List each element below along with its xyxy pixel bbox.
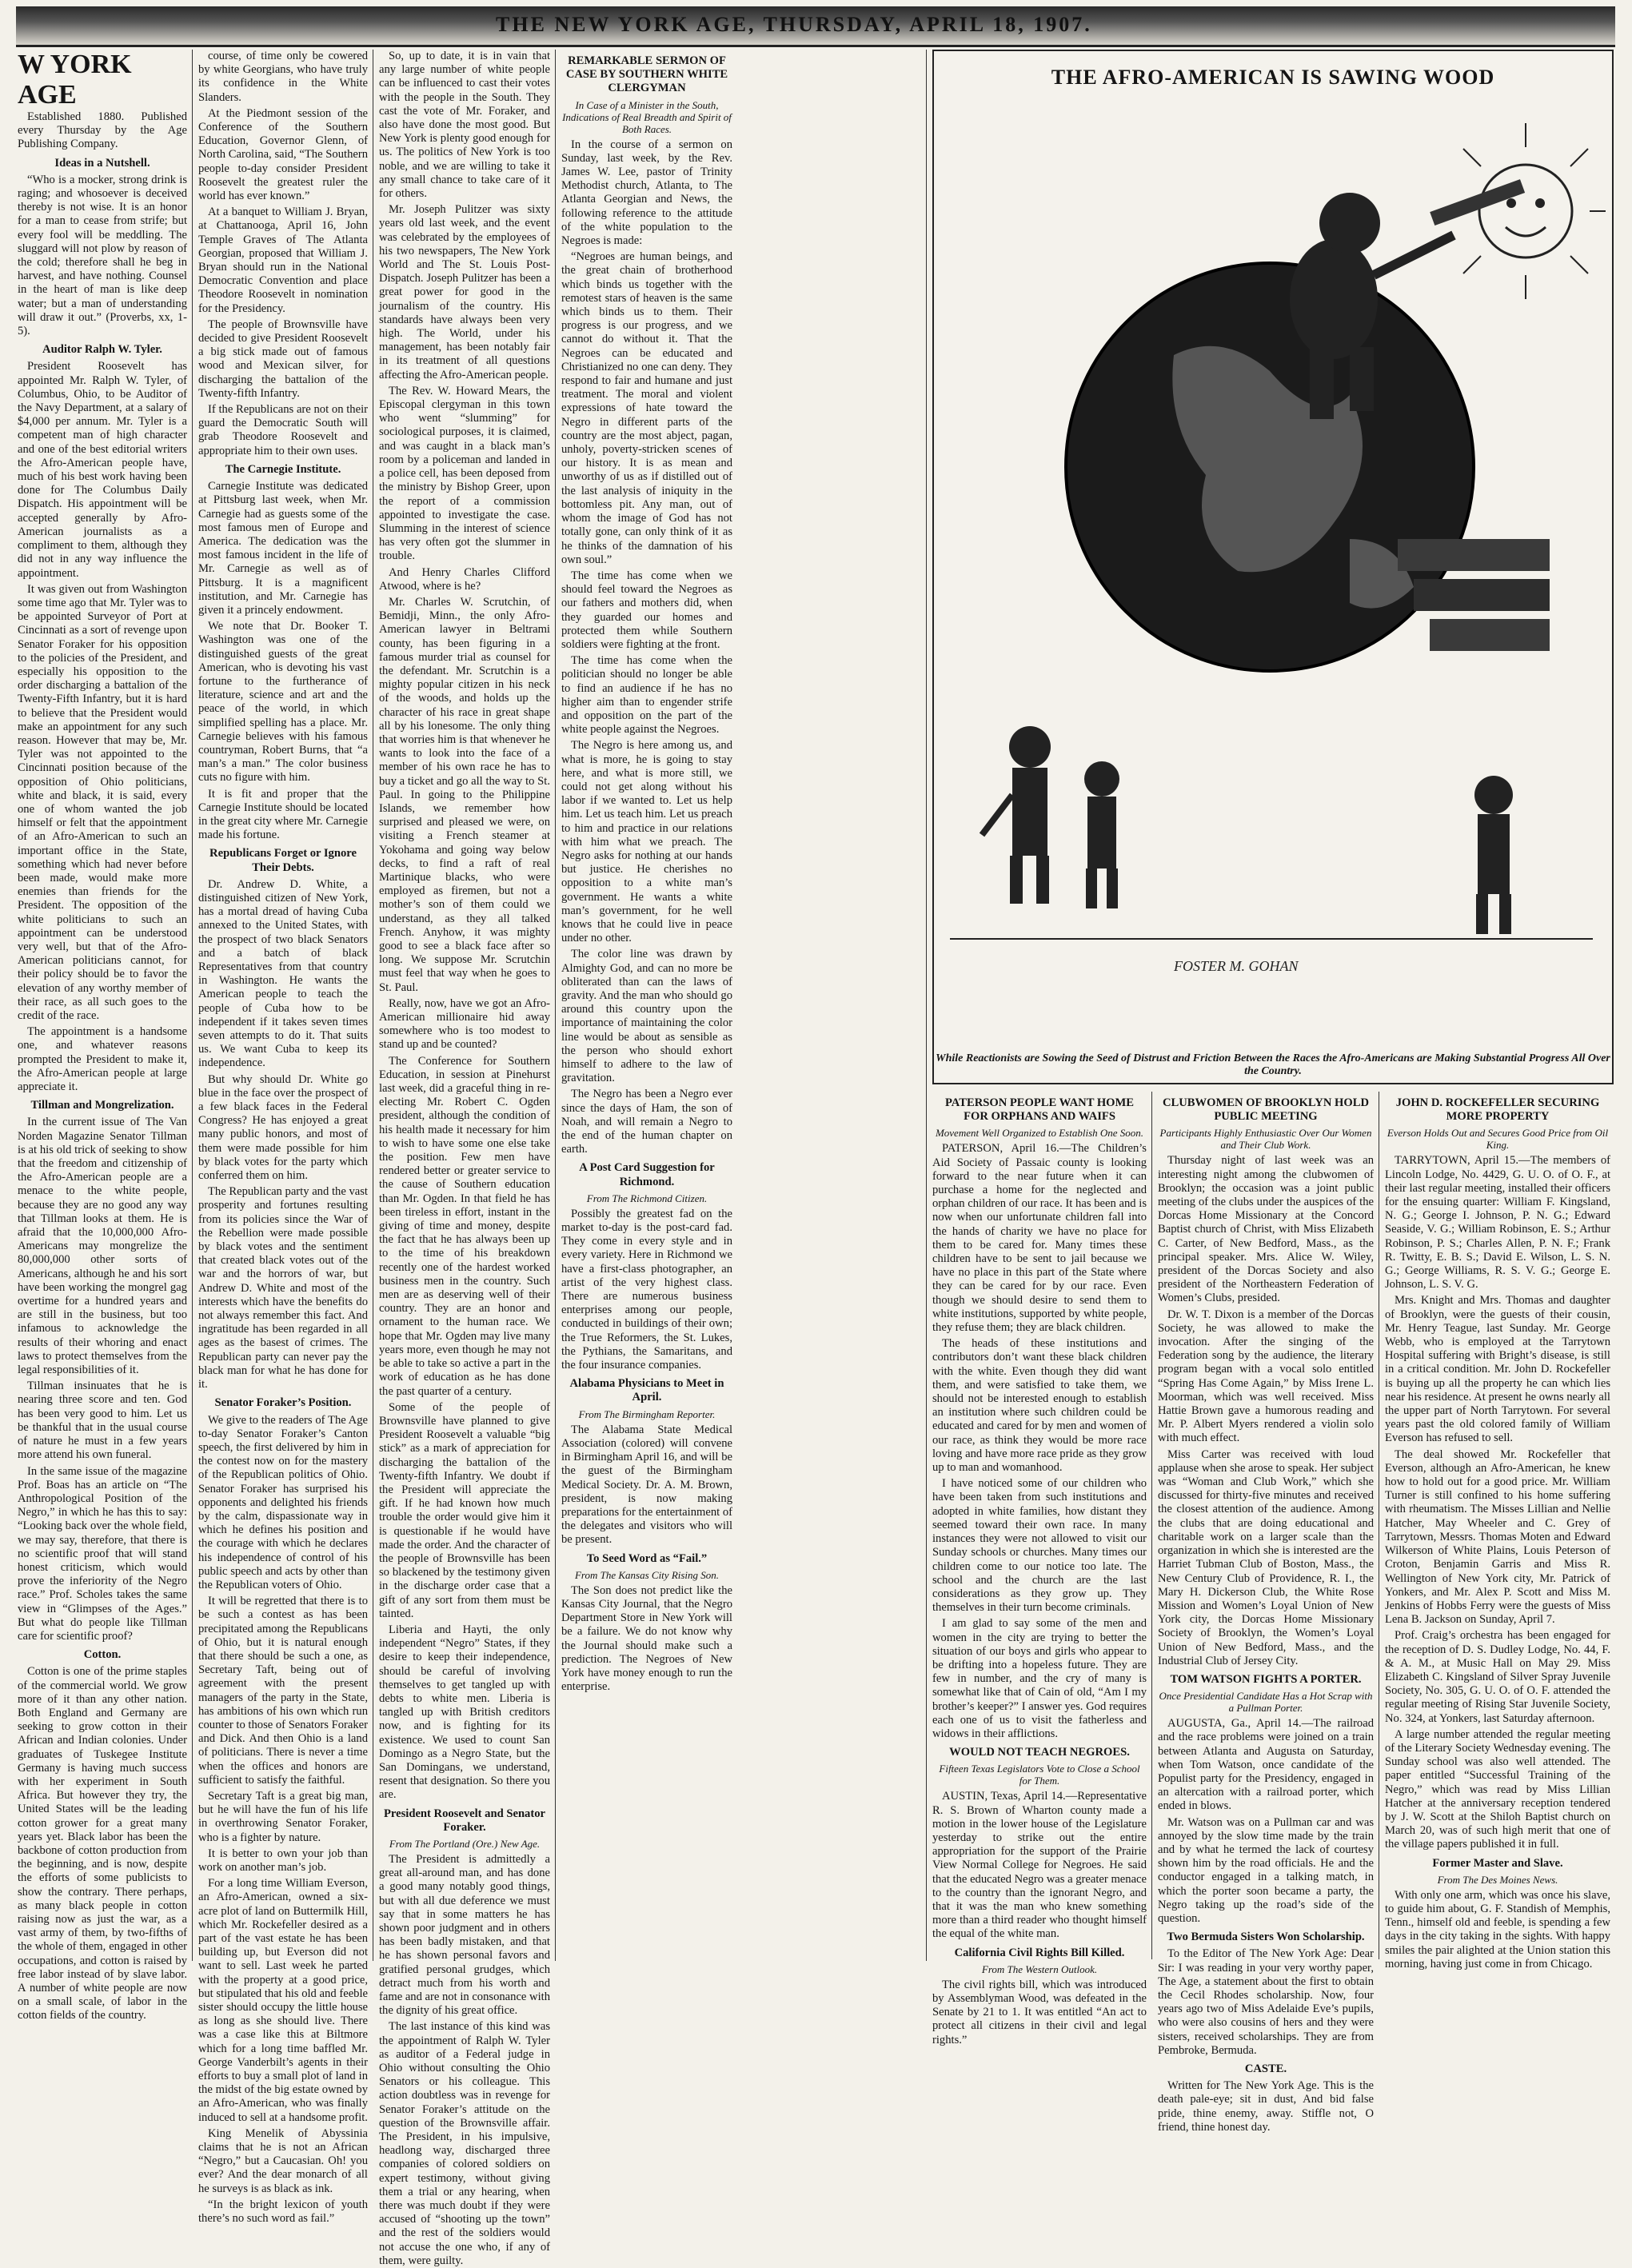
- proverb-text: “Who is a mocker, strong drink is raging; and whosoever is deceived thereby is not wise. It is an honor for a man to cease from strife; but every fool will be meddling. The sluggard will not plow by reason of the cold; therefore shall he beg in harvest, and have nothing. Counsel in the heart of man is like deep water; but a man of understanding will draw it out.” (Proverbs, xx, 1-5).: [18, 173, 187, 338]
- foraker-paragraph: It will be regretted that there is to be such a contest as has been precipitated among the Republicans of Ohio, but it is natural enough that there should be such a one, as Secretary Taft, being out of agreement with the present managers of the party in the State, has ambitions of his own which run counter to those of Senators Foraker and Dick. And then Ohio is a land of politicians. There is never a time when the offices and honors are sufficient to satisfy the faithful.: [198, 1595, 368, 1787]
- column-rule: [555, 50, 556, 1961]
- column-editorial-2: [198, 50, 368, 2226]
- rockefeller-paragraph: Mrs. Knight and Mrs. Thomas and daughter of Brooklyn, were the guests of their cousin, Mr. Henry Teague, last Sunday. Mr. George Webb, who is employed at the Tarrytown Hospital suffering with Bright’s disease, is still in a critical condition. Mr. John D. Rockefeller is buying up all the property he can which lies near his residence. At present he owns nearly all the upper part of North Tarrytown. For several years past the old colored family of William Everson has refused to sell.: [1385, 1294, 1610, 1445]
- california-heading: California Civil Rights Bill Killed.: [954, 1946, 1125, 1959]
- liberia-paragraph: Liberia and Hayti, the only independent “Negro” States, if they desire to keep their independence, should be careful of involving themselves to get tangled up with debts to white men. Liberia is tangled up with British creditors now, and is fighting for its existence. We used to count San Domingo as a Negro State, but the San Domingans, we understand, resent that designation. So there you are.: [379, 1623, 550, 1802]
- bermuda-paragraph: To the Editor of The New York Age: Dear Sir: I was reading in your very worthy paper, The Age, a statement about the first to obtain the Cecil Rhodes scholarship. Now, four years ago two of Miss Adelaide Eve’s pupils, who were also cousins of hers and they were sisters, received scholarships. They are from Pembroke, Bermuda.: [1158, 1947, 1374, 2057]
- cotton-heading: Cotton.: [83, 1648, 122, 1662]
- menelik-paragraph: King Menelik of Abyssinia claims that he is not an African “Negro,” but a Caucasian. Oh! you ever? And the dear monarch of all he surveys is as black as ink.: [198, 2126, 368, 2195]
- postcard-heading: A Post Card Suggestion for Richmond.: [579, 1161, 715, 1188]
- watson-heading: TOM WATSON FIGHTS A PORTER.: [1170, 1672, 1362, 1686]
- pulitzer-paragraph: Mr. Joseph Pulitzer was sixty years old last week, and the event was celebrated by the employees of his two newspapers, The New York World and The St. Louis Post-Dispatch. Joseph Pulitzer has been a great power for good in the journalism of the country. His standards have always been very high. The World, under his management, has been notably fair in its treatment of all questions affecting the Afro-American people.: [379, 203, 550, 381]
- clubwomen-paragraph: Miss Carter was received with loud applause when she arose to speak. Her subject was “Woman and Club Work,” which she discussed for thirty-five minutes and received the closest attention of the audience. Among the clubs that are doing educational and charitable work on a larger scale than the organization in which she is interested are the Harriet Tubman Club of Boston, Mass., the New Century Club of Providence, R. I., the Mary H. Dickerson Club, the White Rose Mission and Women’s Loyal Union of New York city, the Dorcas Home Missionary Society of Brooklyn, the Women’s Loyal Union of New Bedford, Mass., and the Industrial Club of Jersey City.: [1158, 1447, 1374, 1667]
- tillman-paragraph: In the same issue of the magazine Prof. Boas has an article on “The Anthropological Position of the Negro,” in which he has this to say: “Looking back over the whole field, we may say, therefore, that there is no scientific proof that will stand honest criticism, which would prove the inferiority of the Negro race.” Prof. Scholes takes the same view in “Glimpses of the Ages.” But what do people like Tillman care for scientific proof?: [18, 1464, 187, 1643]
- column-editorial-3: [379, 50, 550, 2267]
- rockefeller-subheading: Everson Holds Out and Secures Good Price from Oil King.: [1387, 1127, 1609, 1152]
- caste-heading: CASTE.: [1244, 2062, 1287, 2075]
- brownsville-paragraph: Some of the people of Brownsville have planned to give President Roosevelt a valuable “big stick” as a mark of appreciation for discharging the battalion of the Twenty-fifth Infantry. We doubt if the President will appreciate the gift. If he had known how much trouble the order would give him it is questionable if he would have made the order. And the character of the people of Brownsville has been so blackened by the testimony given in the discharge order case that a gift of any sort from them must be tainted.: [379, 1400, 550, 1620]
- foraker-paragraph: Secretary Taft is a great big man, but he will have the fun of his life in overthrowing Senator Foraker, who is a fighter by nature.: [198, 1789, 368, 1844]
- foraker-paragraph: We give to the readers of The Age to-day Senator Foraker’s Canton speech, the first delivered by him in the contest now on for the mastery of the Republican politics of Ohio. Senator Foraker has surprised his opponents and delighted his friends by the calm, dispassionate way in which he defines his position and the courage with which he declares his independence of control of his public speech and acts by other than the Republican voters of Ohio.: [198, 1413, 368, 1591]
- texas-subheading: Fifteen Texas Legislators Vote to Close a School for Them.: [939, 1763, 1140, 1787]
- rockefeller-paragraph: Prof. Craig’s orchestra has been engaged for the reception of D. S. Dudley Lodge, No. 44, F. & A. M., at Music Hall on May 29. Miss Elizabeth C. Kingsland of Silver Spray Juvenile Society, No. 305, G. U. O. of O. F. attended the regular meeting of Rising Star Juvenile Society, No. 324, at Yonkers, last Saturday afternoon.: [1385, 1629, 1610, 1725]
- paterson-paragraph: PATERSON, April 16.—The Children’s Aid Society of Passaic county is looking forward to the near future when it can purchase a home for the neglected and orphan children of our race. It has been and is now when our unfortunate children fall into the hands of charity we have no place for them to be cared for. Many times these children have to be sent to jail because we have no place in this part of the State where they can be cared for by our race. Even though we should desire to send them to white institutions, supported by white people, they refuse them; they are black children.: [932, 1142, 1147, 1335]
- roosevelt-foraker-source: From The Portland (Ore.) New Age.: [389, 1838, 541, 1850]
- watson-subheading: Once Presidential Candidate Has a Hot Scrap with a Pullman Porter.: [1159, 1690, 1373, 1715]
- everson-paragraph: For a long time William Everson, an Afro-American, owned a six-acre plot of land on Buttermilk Hill, which Mr. Rockefeller desired as a part of the vast estate he has been building up, but Everson did not want to sell. Last week he parted with the property at a good price, but stipulated that his old and feeble sister should occupy the little house as long as she should live. There was a case like this at Biltmore which for a long time baffled Mr. George Vanderbilt’s agents in their efforts to buy a small plot of land in the midst of the big estate owned by an Afro-American, who was finally induced to sell at a handsome profit.: [198, 1877, 368, 2124]
- artist-signature: FOSTER M. GOHAN: [1174, 958, 1299, 974]
- clubwomen-subheading: Participants Highly Enthusiastic Over Our Women and Their Club Work.: [1159, 1127, 1372, 1152]
- carnegie-paragraph: We note that Dr. Booker T. Washington was one of the distinguished guests of the great American, who is devoting his vast fortune to the furtherance of literature, science and art and the peace of the world, in which simplified spelling has a place. Mr. Carnegie believes with his famous countryman, Robert Burns, that “a man’s a man.” The color business cuts no figure with him.: [198, 620, 368, 785]
- sermon-subheading: In Case of a Minister in the South, Indications of Real Breadth and Spirit of Both Races.: [562, 98, 732, 135]
- column-sermon: [561, 50, 732, 1961]
- foraker-paragraph: It is better to own your job than work on another man’s job.: [198, 1847, 368, 1874]
- editorial-paragraph: course, of time only be cowered by white Georgians, who have truly its confidence in the White Slanders.: [198, 50, 368, 104]
- paterson-paragraph: I am glad to say some of the men and women in the city are trying to better the situation of our boys and girls who appear to be drifting into a hopeless future. They are few in number, and the cry of many is somewhat like that of Cain of old, “Am I my brother’s keeper?” I answer yes. God requires each one of us to visit the fatherless and widows in their afflictions.: [932, 1617, 1147, 1740]
- mears-paragraph: The Rev. W. Howard Mears, the Episcopal clergyman in this town who went “slumming” for sociological purposes, it is claimed, and was caught in a black man’s room by a policeman and landed in a police cell, has been deposed from the ministry by Bishop Greer, upon the report of a commission appointed to investigate the case. Slumming in the interest of science has very often got the slummer in trouble.: [379, 384, 550, 563]
- sermon-paragraph: The color line was drawn by Almighty God, and can no more be obliterated than can the laws of gravity. And the man who should go around this country upon the importance of maintaining the color line would be about as sensible as the person who should exhort himself to adhere to the law of gravitation.: [561, 948, 732, 1085]
- conference-paragraph: The Conference for Southern Education, in session at Pinehurst last week, did a graceful thing in re-electing Mr. Robert C. Ogden president, although the condition of his health made it necessary for him to wish to have some one else take the position. Few men have rendered better or greater service to the cause of Southern education than Mr. Ogden. In that field he has been tireless in effort, instant in the giving of time and money, despite the fact that he has always been up to the time of his breakdown recently one of the hardest worked business men in the country. Such men are as deserving well of their country. They are an honor and ornament to the human race. We hope that Mr. Ogden may live many years more, even though he may not be able to take so active a part in the work of education as he has done the past quarter of a century.: [379, 1054, 550, 1398]
- bermuda-heading: Two Bermuda Sisters Won Scholarship.: [1167, 1931, 1365, 1944]
- caste-poem: Written for The New York Age. This is the death pale-eye; sit in dust, And bid false pride, thine enemy, away. Stiffle not, O friend, thine honest day.: [1158, 2079, 1374, 2134]
- sermon-paragraph: The time has come when we should feel toward the Negroes as our fathers and mothers did, when they guarded our homes and protected them while Southern soldiers were fighting at the front.: [561, 569, 732, 651]
- sermon-paragraph: “Negroes are human beings, and the great chain of brotherhood which binds us together with the remotest stars of heaven is the same which binds us to them. Their progress is our progress, and we cannot do without it. That the Negroes can be educated and Christianized no one can deny. They respond to fair and humane and just treatment. The moral and violent expressions of hate toward the Negro in different parts of the country are the most abject, pagan, unholy, poverty-stricken scenes of our history. It is as mean and unworthy of us as if distilled out of the last analysis of iniquity in the bottomless pit. Any man, out of whom the image of God has not totally gone, can only think of it as he thinks of the damnation of his own soul.”: [561, 250, 732, 566]
- cartoon-caption: While Reactionists are Sowing the Seed of Distrust and Friction Between the Races the Afro-Americans are Making Substantial Progress All Over the Country.: [936, 1052, 1610, 1077]
- watson-paragraph: Mr. Watson was on a Pullman car and was annoyed by the slow time made by the train and by what he termed the lack of courtesy shown him by the road officials. He and the conductor engaged in a talking match, in which the porter soon became a party, the Negro taking up the road’s side of the question.: [1158, 1815, 1374, 1925]
- master-slave-heading: Former Master and Slave.: [1432, 1856, 1563, 1870]
- cartoon-illustration: [934, 91, 1609, 1051]
- california-source: From The Western Outlook.: [981, 1963, 1098, 1975]
- republicans-heading: Republicans Forget or Ignore Their Debts.: [209, 847, 357, 874]
- column-rule: [192, 50, 193, 1961]
- sermon-paragraph: The Negro has been a Negro ever since the days of Ham, the son of Noah, and will remain a Negro to the end of the human chapter on earth.: [561, 1088, 732, 1156]
- column-rule: [1151, 1092, 1152, 1959]
- roosevelt-foraker-heading: President Roosevelt and Senator Foraker.: [383, 1807, 545, 1834]
- sermon-paragraph: In the course of a sermon on Sunday, last week, by the Rev. James W. Lee, pastor of Trinity Methodist church, Atlanta, to The Atlanta Georgian and News, the following reference to the attitude of the white population to the Negroes is made:: [561, 138, 732, 248]
- column-rockefeller: [1385, 1092, 1610, 1971]
- wood-pile-icon: [1398, 539, 1550, 651]
- clubwomen-paragraph: Dr. W. T. Dixon is a member of the Dorcas Society, he was allowed to make the invocation. After the singing of the Federation song by the audience, the literary program began with a vocal solo entitled “Spring Has Come Again,” by Miss Irene L. Moorman, which was well received. Miss Hattie Brown gave a humorous reading and Mr. P. Albert Myers rendered a violin solo with much effect.: [1158, 1308, 1374, 1445]
- tyler-paragraph: President Roosevelt has appointed Mr. Ralph W. Tyler, of Columbus, Ohio, to be Auditor of the Navy Department, at a salary of $4,000 per annum. Mr. Tyler is a competent man of high character and one of the best editorial writers the Afro-American people have, much of his best work having been done for The Columbus Daily Dispatch. His appointment will be accepted generally by Afro-American journalists as a compliment to them, although they did not in any way influence the appointment.: [18, 360, 187, 580]
- alabama-paragraph: The Alabama State Medical Association (colored) will convene in Birmingham April 16, and will be the guest of the Birmingham Medical Society. Dr. A. M. Brown, president, is now making preparations for the entertainment of the delegates and visitors who will be present.: [561, 1423, 732, 1547]
- paterson-heading: PATERSON PEOPLE WANT HOME FOR ORPHANS AND WAIFS: [944, 1096, 1135, 1124]
- proverb-heading: Ideas in a Nutshell.: [54, 156, 150, 170]
- carnegie-heading: The Carnegie Institute.: [225, 462, 341, 476]
- clubwomen-heading: CLUBWOMEN OF BROOKLYN HOLD PUBLIC MEETING: [1163, 1096, 1369, 1124]
- master-slave-paragraph: With only one arm, which was once his slave, to guide him about, G. F. Standish of Memphis, Tenn., himself old and feeble, is spending a few days in the city taking in the sights. With happy smiles the pair alighted at the Union station this morning, having just come in from Chicago.: [1385, 1888, 1610, 1971]
- paterson-subheading: Movement Well Organized to Establish One Soon.: [935, 1127, 1144, 1140]
- tyler-paragraph: The appointment is a handsome one, and whatever reasons prompted the President to make it, the Afro-American people at large appreciate it.: [18, 1025, 187, 1094]
- atwood-paragraph: And Henry Charles Clifford Atwood, where is he?: [379, 565, 550, 593]
- paterson-paragraph: I have noticed some of our children who have been taken from such institutions and adopted in white families, how distant they seemed toward their own race. In many instances they were not allowed to visit our Sunday schools or churches. Many times our children come to our notice too late. The school and the church are the last considerations as they grow up. They themselves in their turn become criminals.: [932, 1477, 1147, 1615]
- roosevelt-foraker-paragraph: The President is admittedly a great all-around man, and has done a good many notably good things, but with all due deference we must say that in some matters he has shown poor judgment and in others has been badly mistaken, and that he has shown personal favors and gratified personal grudges, which detract much from his worth and fame and are not in consonance with the dignity of his great office.: [379, 1853, 550, 2018]
- millionaire-paragraph: Really, now, have we got an Afro-American millionaire hid away somewhere who is too modest to stand up and be counted?: [379, 996, 550, 1052]
- rockefeller-paragraph: A large number attended the regular meeting of the Literary Society Wednesday evening. The Sunday school was also well attended. The paper entitled “Successful Training of the Negro,” which was read by Miss Lillian Hatcher at the anniversary reception tendered by J. W. Scott at the Shiloh Baptist church on March 20, was of such high merit that one of the village papers published it in full.: [1385, 1727, 1610, 1851]
- texas-heading: WOULD NOT TEACH NEGROES.: [949, 1746, 1130, 1759]
- foraker-heading: Senator Foraker’s Position.: [214, 1396, 352, 1410]
- postcard-source: From The Richmond Citizen.: [586, 1192, 708, 1204]
- fail-paragraph: The Son does not predict like the Kansas City Journal, that the Negro Department Store in New York will be a failure. We do not know why the Journal should make such a prediction. The Negroes of New York have money enough to run the enterprise.: [561, 1583, 732, 1694]
- republicans-paragraph: But why should Dr. White go blue in the face over the prospect of a few black faces in the Federal Congress? He has enjoyed a great many public honors, and most of them were made possible for him by black votes for the party which conferred them on him.: [198, 1072, 368, 1183]
- texas-paragraph: AUSTIN, Texas, April 14.—Representative R. S. Brown of Wharton county made a motion in the lower house of the Legislature yesterday to strike out the entire appropriation for the support of the Prairie View Normal College for Negroes. He said that the educated Negro was a greater menace to the country than the ignorant Negro, and that it was the man who knew something more than a third reader who thought himself the equal of the white man.: [932, 1790, 1147, 1941]
- sermon-paragraph: The Negro is here among us, and what is more, he is going to stay here, and what is more still, we could not get along without his labor if we wanted to. Let us help him. Let us teach him. Let us preach to him and practice in our relations with him what we preach. The Negro asks for nothing at our hands but justice. He cherishes no opposition to a white man’s government. He wants a white man’s government, for he well knows that he could live in peace under no other.: [561, 739, 732, 945]
- postcard-paragraph: Possibly the greatest fad on the market to-day is the post-card fad. They come in every style and in every variety. Here in Richmond we have a first-class photographer, an artist of the very highest class. There are numerous business enterprises among our people, conducted in buildings of their own; the True Reformers, the St. Lukes, the Pythians, the Samaritans, and the four insurance companies.: [561, 1207, 732, 1372]
- column-paterson: [932, 1092, 1147, 2046]
- masthead: [16, 6, 1615, 47]
- column-rule: [926, 50, 927, 1961]
- cartoon-title: THE AFRO-AMERICAN IS SAWING WOOD: [1051, 66, 1495, 89]
- cartoon-panel: [932, 50, 1614, 1084]
- sermon-paragraph: The time has come when the politician should no longer be able to find an audience if he has no higher aim than to engender strife and opposition on the part of the white people against the Negroes.: [561, 654, 732, 737]
- carnegie-paragraph: It is fit and proper that the Carnegie Institute should be located in the great city where Mr. Carnegie made his fortune.: [198, 787, 368, 842]
- paper-title: W YORK AGE: [18, 50, 132, 110]
- reactionist-figure-icon: [982, 726, 1051, 904]
- carnegie-paragraph: Carnegie Institute was dedicated at Pittsburg last week, when Mr. Carnegie had as guests some of the most famous men of Europe and America. The dedication was the most famous incident in the life of Mr. Carnegie as well as of Pittsburg. It is a magnificent institution, and Mr. Carnegie has given it a princely endowment.: [198, 480, 368, 617]
- editorial-paragraph: At a banquet to William J. Bryan, at Chattanooga, April 16, John Temple Graves of The Atlanta Georgian, proposed that William J. Bryan should run in the National Democratic Convention and place Theodore Roosevelt in nomination for the Presidency.: [198, 206, 368, 315]
- tillman-paragraph: In the current issue of The Van Norden Magazine Senator Tillman is at his old trick of seeking to show that the freedom and citizenship of the Afro-American people are a menace to the white people, because they are no good any way that Tillman looks at them. He is afraid that the 10,000,000 Afro-Americans may mongrelize the 80,000,000 other sorts of Americans, although he and his sort have been working the mongrel gag overtime for a hundred years and are still in the business, but too infamous to acknowledge the results of their whoring and enact laws to protect themselves from the legal responsibilities of it.: [18, 1116, 187, 1377]
- alabama-source: From The Birmingham Reporter.: [578, 1408, 716, 1420]
- column-editorial-1: [18, 50, 187, 2022]
- alabama-heading: Alabama Physicians to Meet in April.: [569, 1377, 724, 1404]
- tillman-paragraph: Tillman insinuates that he is nearing three score and ten. God has been very good to him. Let us be thankful that in the usual course of nature he must in a few years more attend his own funeral.: [18, 1380, 187, 1462]
- rockefeller-paragraph: TARRYTOWN, April 15.—The members of Lincoln Lodge, No. 4429, G. U. O. of O. F., at their last regular meeting, installed their officers for the ensuing quarter: William F. Kingsland, N. G.; George I. Johnson, P. N. G.; Edward Seaside, V. G.; William Robinson, E. S.; Arthur Robinson, P. S.; Charles Allen, P. N. F.; Frank R. Twitty, E. B. S.; David E. Wilson, L. S. N. G.; George Williams, R. S. V. G.; George E. Johnson, L. S. V. G.: [1385, 1154, 1610, 1292]
- third-figure-icon: [1474, 776, 1513, 934]
- watson-paragraph: AUGUSTA, Ga., April 14.—The railroad and the race problems were joined on a train between Atlanta and Augusta on Saturday, when Tom Watson, once candidate of the Populist party for the Presidency, engaged in an altercation with a railroad porter, which ended in blows.: [1158, 1717, 1374, 1813]
- cotton-paragraph: Cotton is one of the prime staples of the commercial world. We grow more of it than any other nation. Both England and Germany are seeking to grow cotton in their African and Indian colonies. Under graduates of Tuskegee Institute Germany is having much success with her experiment in South Africa. But however they try, the United States will be the leading cotton grower for a great many years yet. Black labor has been the backbone of cotton production from the beginning, and is now, despite the efforts of some publicists to show the contrary. There perhaps, as many black people in cotton raising now as just the war, as a vast army of them, by two-fifths of the whole of them, engaged in other occupations, and cotton is raised by free labor instead of by slave labor. A number of white people are now on a small scale, of labor in the cotton fields of the country.: [18, 1665, 187, 2022]
- editorial-paragraph: At the Piedmont session of the Conference of the Southern Education, Governor Glenn, of North Carolina, said, “The Southern people to-day consider President Roosevelt the greatest ruler the world has ever known.”: [198, 106, 368, 203]
- fail-source: From The Kansas City Rising Son.: [574, 1568, 720, 1581]
- editorial-paragraph: The people of Brownsville have decided to give President Roosevelt a big stick made out of famous wood and Mexican silver, for discharging the battalion of the Twenty-fifth Infantry.: [198, 317, 368, 400]
- republicans-paragraph: The Republican party and the vast prosperity and fortunes resulting from its policies since the War of the Rebellion were made possible by black votes and the sentiment that created black votes out of the war and the horrors of war, but Andrew D. White and most of the interests which have the benefits do not always remember this fact. And ingratitude has been regarded in all ages as the basest of crimes. The Republican party can never pay the black man for what he has done for it.: [198, 1185, 368, 1392]
- tyler-heading: Auditor Ralph W. Tyler.: [42, 343, 162, 357]
- tyler-paragraph: It was given out from Washington some time ago that Mr. Tyler was to be appointed Surveyor of Port at Cincinnati as a sort of revenge upon Senator Foraker for his opposition to the policies of the President, and especially his opposition to the order discharging a battalion of the Twenty-Fifth Infantry, but it is hard to believe that the President would make an appointment for any such reason. However that may be, Mr. Tyler was not appointed to the Cincinnati position because of the opposition of Ohio politicians, white and black, it is said, every one of whom wanted the job himself or felt that the appointment of an Afro-American to such an important office in the State, something which had never before been made, would make more enemies than friends for the President. The opposition of the white politicians to such an appointment can be understood very well, but that of the Afro-American politicians cannot, for their policy should be to favor the elevation of any worthy member of their race, as all such goes to the credit of the race.: [18, 582, 187, 1022]
- editorial-paragraph: If the Republicans are not on their guard the Democratic South will grab Theodore Roosevelt and appropriate him to their own uses.: [198, 403, 368, 457]
- paterson-paragraph: The heads of these institutions and contributors don’t want these black children with the white. Even though they did want them, and were satisfied to take them, we should not be interested enough to establish an institution where such children could be educated and cared for by men and women of our race, as think they would be more race loving and have more race pride as they grow up to man and womanhood.: [932, 1337, 1147, 1475]
- second-figure-icon: [1084, 761, 1119, 908]
- rockefeller-heading: JOHN D. ROCKEFELLER SECURING MORE PROPERTY: [1395, 1096, 1600, 1124]
- scrutchin-paragraph: Mr. Charles W. Scrutchin, of Bemidji, Minn., the only Afro-American lawyer in Beltrami county, has been figuring in a famous murder trial as counsel for the defendant. Mr. Scrutchin is a mighty popular citizen in his neck of the woods, and holds up the character of his race in great shape all by his lonesome. The only thing that worries him is that whenever he wants to look into the face of a member of his own race he has to buy a ticket and go all the way to St. Paul. In going to the Philippine Islands, we remember how surprised and pleased we were, on visiting a French steamer at Yokohama and going way below decks, to find a raft of real Martinique blacks, who were employed as firemen, but not a mother’s son of them could we understand, as they all talked French. Anyhow, it was mighty good to see a black face after so long. We suppose Mr. Scrutchin must feel that way when he goes to St. Paul.: [379, 595, 550, 994]
- masthead-text: THE NEW YORK AGE, THURSDAY, APRIL 18, 1907.: [496, 13, 1092, 36]
- california-paragraph: The civil rights bill, which was introduced by Assemblyman Wood, was defeated in the Senate by 21 to 1. It was entitled “An act to protect all citizens in their civil and legal rights.”: [932, 1978, 1147, 2046]
- column-clubwomen: [1158, 1092, 1374, 2134]
- editorial-paragraph: So, up to date, it is in vain that any large number of white people can be influenced to cast their votes with the people in the South. They cast the vote of Mr. Foraker, and also have done the most good. But New York is plenty good enough for us. The politics of New York is too noble, and we are willing to take it any small chance to take care of it for others.: [379, 50, 550, 201]
- publisher-blurb: Established 1880. Published every Thursday by the Age Publishing Company.: [18, 110, 187, 151]
- roosevelt-foraker-paragraph: The last instance of this kind was the appointment of Ralph W. Tyler as auditor of a Federal judge in Ohio without consulting the Ohio Senators or his colleague. This action doubtless was in revenge for Senator Foraker’s attitude on the question of the Brownsville affair. The President, in his impulsive, headlong way, discharged three companies of colored soldiers on expert testimony, without giving them a trial or any hearing, when there was much doubt if they were accused of “shooting up the town” and the rest of the soldiers would not accuse the one who, if any of them, were guilty.: [379, 2020, 550, 2267]
- rockefeller-paragraph: The deal showed Mr. Rockefeller that Everson, although an Afro-American, he knew how to hold out for a good price. Mr. William Turner is still confined to his home suffering with rheumatism. The Misses Lillian and Nellie Hatcher, May Wheeler and C. Grey of Tarrytown, Messrs. Thomas Moten and Edward Wilkerson of White Plains, Louis Peterson of Croton, Benjamin Garris and Miss R. Wellington of New York city, Mr. Patrick of Yonkers, and Mr. Alex P. Scott and Miss M. Jenkins of Hobbs Ferry were the guests of Miss Lena B. Jackson on Sunday, April 7.: [1385, 1447, 1610, 1627]
- sun-icon: [1479, 165, 1572, 258]
- republicans-paragraph: Dr. Andrew D. White, a distinguished citizen of New York, has a mortal dread of having Cuba annexed to the United States, with the prospect of two black Senators and a batch of black Representatives from that country in Washington. He wants the American people to teach the people of Cuba how to be independent if it takes seven times seven attempts to do it. That suits us. We want Cuba to keep its independence.: [198, 877, 368, 1070]
- fail-heading: To Seed Word as “Fail.”: [586, 1551, 708, 1565]
- tillman-heading: Tillman and Mongrelization.: [30, 1099, 174, 1112]
- clubwomen-paragraph: Thursday night of last week was an interesting night among the clubwomen of Brooklyn; the occasion was a joint public meeting of the clubs under the auspices of the Dorcas Home Missionary at the Concord Baptist church of Christ, with Miss Elizabeth C. Carter, of New Bedford, Mass., as the principal speaker. Mrs. Alice W. Wiley, president of the Dorcas Society and also president of the Northeastern Federation of Women’s Clubs, presided.: [1158, 1154, 1374, 1305]
- sermon-heading: REMARKABLE SERMON OF CASE BY SOUTHERN WHITE CLERGYMAN: [565, 54, 728, 95]
- master-slave-source: From The Des Moines News.: [1437, 1873, 1558, 1886]
- lexicon-paragraph: “In the bright lexicon of youth there’s no such word as fail.”: [198, 2198, 368, 2226]
